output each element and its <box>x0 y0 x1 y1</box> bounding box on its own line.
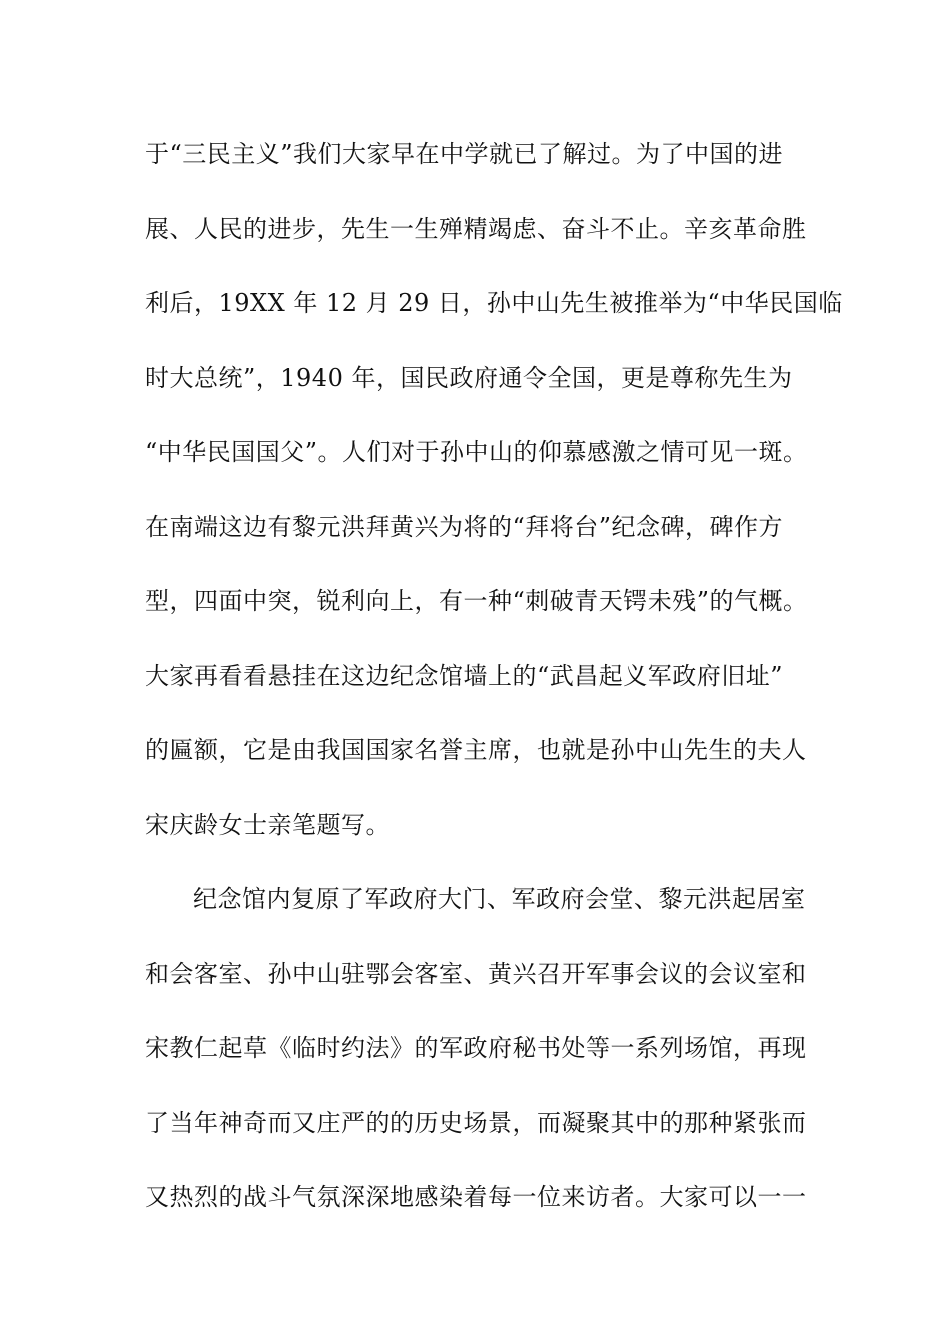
paragraph-1-line-10: 宋庆龄女士亲笔题写。 <box>145 810 390 839</box>
paragraph-2-line-4: 了当年神奇而又庄严的的历史场景，而凝聚其中的那种紧张而 <box>145 1108 807 1137</box>
paragraph-1-line-1: 于“三民主义”我们大家早在中学就已了解过。为了中国的进 <box>145 140 784 168</box>
paragraph-1-line-2: 展、人民的进步，先生一生殚精竭虑、奋斗不止。辛亥革命胜 <box>145 214 807 243</box>
paragraph-1-line-5: “中华民国国父”。人们对于孙中山的仰慕感激之情可见一斑。 <box>145 438 808 466</box>
paragraph-1-line-6: 在南端这边有黎元洪拜黄兴为将的“拜将台”纪念碑，碑作方 <box>145 512 784 541</box>
paragraph-2-line-5: 又热烈的战斗气氛深深地感染着每一位来访者。大家可以一一 <box>145 1183 807 1211</box>
paragraph-1-line-3: 利后，19XX 年 12 月 29 日，孙中山先生被推举为“中华民国临 <box>145 289 843 317</box>
paragraph-1-line-7: 型，四面中突，锐利向上，有一种“刺破青天锷未残”的气概。 <box>145 587 808 615</box>
document-body <box>145 126 843 1244</box>
paragraph-1-line-9: 的匾额，它是由我国国家名誉主席，也就是孙中山先生的夫人 <box>145 736 807 764</box>
paragraph-2-line-3: 宋教仁起草《临时约法》的军政府秘书处等一系列场馆，再现 <box>145 1034 807 1062</box>
paragraph-2-line-2: 和会客室、孙中山驻鄂会客室、黄兴召开军事会议的会议室和 <box>145 959 807 988</box>
paragraph-1-line-8: 大家再看看悬挂在这边纪念馆墙上的“武昌起义军政府旧址” <box>145 661 784 690</box>
paragraph-1-line-4: 时大总统”，1940 年，国民政府通令全国，更是尊称先生为 <box>145 363 793 392</box>
paragraph-2-line-1: 纪念馆内复原了军政府大门、军政府会堂、黎元洪起居室 <box>193 885 806 913</box>
